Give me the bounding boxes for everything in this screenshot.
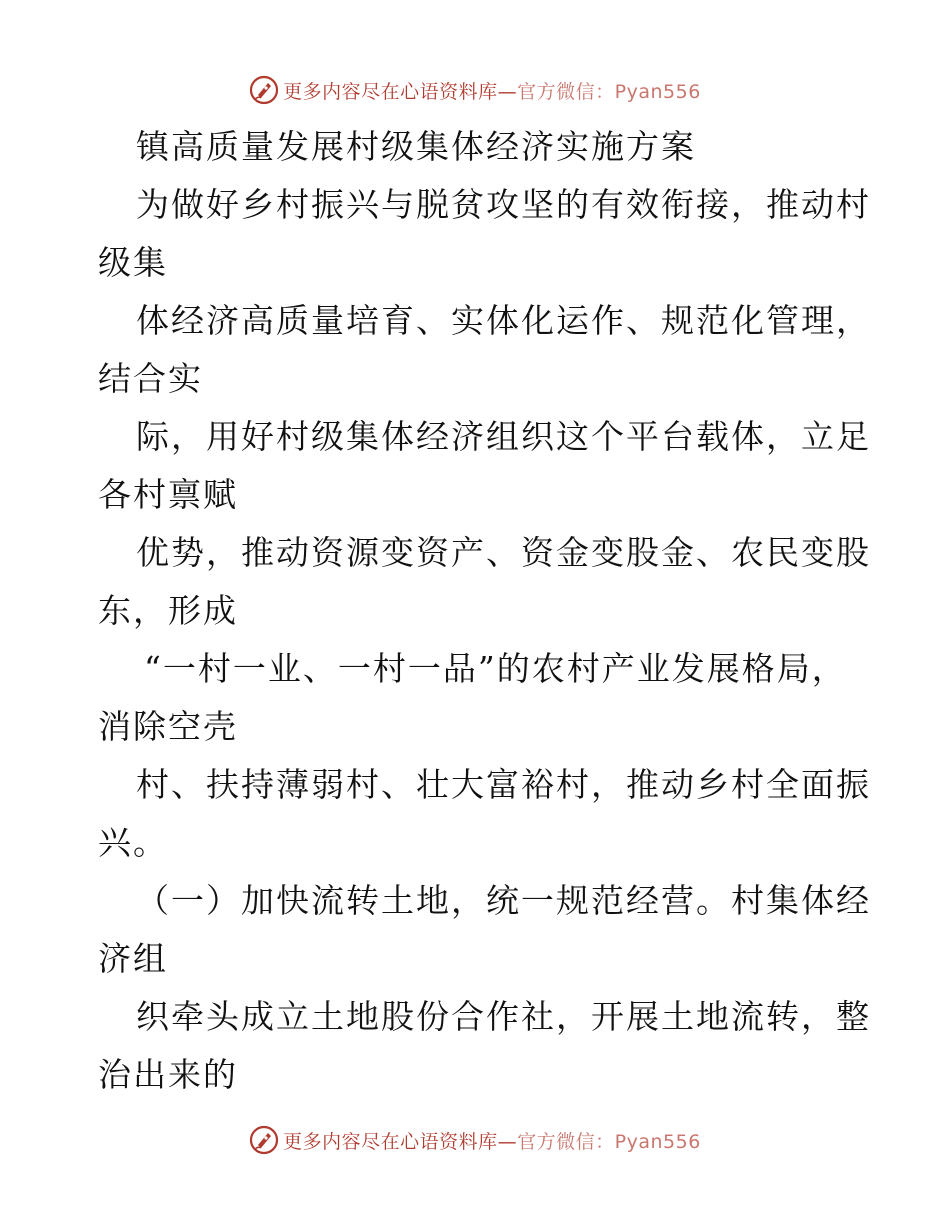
pen-nib-logo-icon xyxy=(249,1125,279,1155)
body-line: 各村禀赋 xyxy=(98,475,238,514)
header-watermark xyxy=(0,70,950,110)
body-line: 村、扶持薄弱村、壮大富裕村，推动乡村全面振 xyxy=(136,765,871,804)
body-line: 为做好乡村振兴与脱贫攻坚的有效衔接，推动村 xyxy=(136,185,871,224)
watermark-wechat-text: 官方微信：Pyan556 xyxy=(517,80,701,103)
section-heading-line: （一）加快流转土地，统一规范经营。村集体经 xyxy=(136,881,871,920)
body-line: 济组 xyxy=(98,939,168,978)
document-body xyxy=(98,118,871,1104)
body-line: 体经济高质量培育、实体化运作、规范化管理， xyxy=(136,301,871,340)
watermark-wechat-text: 官方微信：Pyan556 xyxy=(517,1130,701,1153)
body-line: 消除空壳 xyxy=(98,707,238,746)
watermark-main-text: 更多内容尽在心语资料库— xyxy=(283,80,518,103)
watermark-text xyxy=(283,1127,701,1154)
body-line: 级集 xyxy=(98,243,168,282)
body-line: 治出来的 xyxy=(98,1055,238,1094)
body-line: “一村一业、一村一品”的农村产业发展格局， xyxy=(144,649,847,688)
pen-nib-logo-icon xyxy=(249,75,279,105)
document-title: 镇高质量发展村级集体经济实施方案 xyxy=(136,127,696,166)
body-line: 兴。 xyxy=(98,823,168,862)
footer-watermark xyxy=(0,1120,950,1160)
body-line: 东，形成 xyxy=(98,591,238,630)
watermark-text xyxy=(283,77,701,104)
body-line: 际，用好村级集体经济组织这个平台载体，立足 xyxy=(136,417,871,456)
body-line: 结合实 xyxy=(98,359,203,398)
body-line: 优势，推动资源变资产、资金变股金、农民变股 xyxy=(136,533,871,572)
watermark-main-text: 更多内容尽在心语资料库— xyxy=(283,1130,518,1153)
body-line: 织牵头成立土地股份合作社，开展土地流转，整 xyxy=(136,997,871,1036)
